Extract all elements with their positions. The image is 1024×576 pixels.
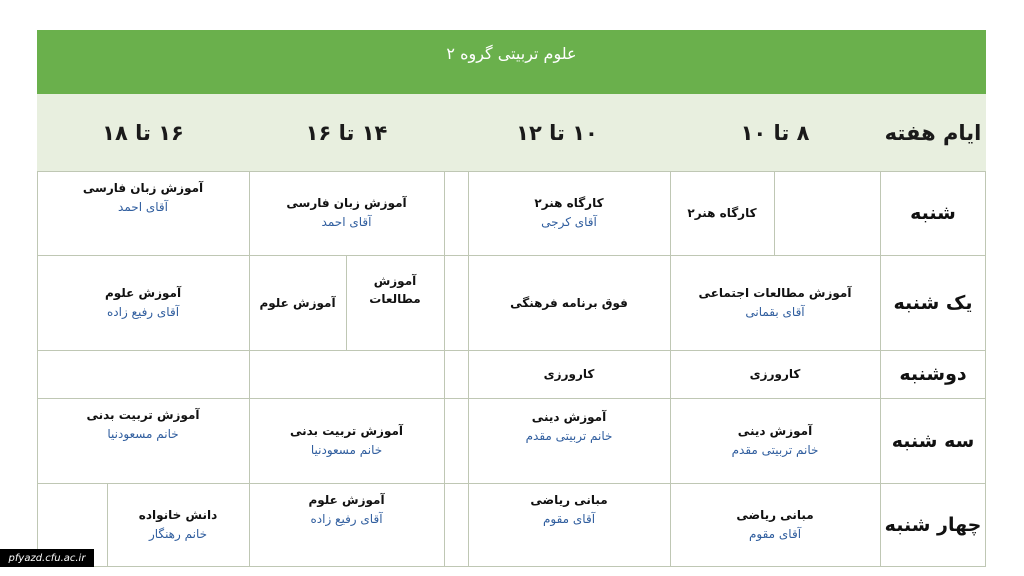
subject-label: مبانی ریاضی xyxy=(736,507,814,522)
subject-label: کارگاه هنر۲ xyxy=(534,196,604,210)
class-cell xyxy=(249,398,444,483)
class-cell xyxy=(670,350,880,398)
teacher-label: آقای رفیع زاده xyxy=(310,512,383,526)
subject-label: آموزش علوم xyxy=(259,295,336,310)
teacher-label: خانم مسعودنیا xyxy=(107,427,179,441)
day-tuesday: سه شنبه xyxy=(891,429,975,452)
teacher-label: آقای احمد xyxy=(321,215,372,229)
header-slot-1: ۸ تا ۱۰ xyxy=(740,120,810,145)
class-cell xyxy=(37,255,249,350)
class-cell xyxy=(37,171,249,263)
class-cell xyxy=(107,483,249,566)
class-cell xyxy=(468,171,670,255)
grid-line xyxy=(444,171,445,566)
subject-label: آموزش تربیت بدنی xyxy=(289,423,404,438)
subject-label: آموزش تربیت بدنی xyxy=(86,408,200,422)
class-cell xyxy=(37,398,249,491)
subject-label: آموزش دینی xyxy=(531,410,607,424)
teacher-label: آقای احمد xyxy=(118,200,168,214)
class-cell xyxy=(249,483,444,574)
subject-label: آموزش زبان فارسی xyxy=(82,181,204,195)
header-slot-3: ۱۴ تا ۱۶ xyxy=(305,120,388,145)
class-cell xyxy=(249,171,444,255)
teacher-label: خانم مسعودنیا xyxy=(310,442,383,457)
subject-label: آموزش علوم xyxy=(104,285,182,300)
teacher-label: آقای مقوم xyxy=(542,512,596,526)
class-cell xyxy=(249,255,346,350)
teacher-label: خانم رهنگار xyxy=(148,526,208,541)
day-monday: دوشنبه xyxy=(899,363,967,385)
class-cell xyxy=(670,255,880,350)
subject-label: کارگاه هنر۲ xyxy=(687,206,757,220)
teacher-label: آقای کرجی xyxy=(541,215,597,229)
header-slot-2: ۱۰ تا ۱۲ xyxy=(516,120,598,145)
subject-label: آموزش مطالعات xyxy=(369,274,421,306)
day-saturday: شنبه xyxy=(910,202,956,224)
class-cell xyxy=(670,398,880,483)
subject-label: آموزش مطالعات اجتماعی xyxy=(698,285,852,300)
schedule-title xyxy=(37,30,986,94)
header-slot-4: ۱۶ تا ۱۸ xyxy=(102,120,184,145)
teacher-label: خانم تربیتی مقدم xyxy=(731,442,819,457)
teacher-label: آقای بقمانی xyxy=(745,304,805,319)
teacher-label: آقای رفیع زاده xyxy=(106,304,180,319)
schedule-title-text: علوم تربیتی گروه ۲ xyxy=(446,44,577,63)
teacher-label: آقای مقوم xyxy=(748,526,802,541)
class-cell xyxy=(468,483,670,574)
class-cell xyxy=(468,350,670,398)
class-cell xyxy=(670,171,774,255)
class-cell xyxy=(670,483,880,566)
header-days-label: ایام هفته xyxy=(884,120,982,145)
subject-label: آموزش دینی xyxy=(737,423,813,438)
class-cell xyxy=(468,255,670,350)
day-sunday: یک شنبه xyxy=(893,291,973,314)
subject-label: مبانی ریاضی xyxy=(530,493,608,507)
day-wednesday: چهار شنبه xyxy=(884,513,982,536)
class-cell xyxy=(346,255,444,325)
subject-label: آموزش زبان فارسی xyxy=(286,196,407,210)
subject-label: آموزش علوم xyxy=(308,493,385,507)
subject-label: دانش خانواده xyxy=(138,507,218,522)
subject-label: کارورزی xyxy=(749,367,801,381)
site-watermark: pfyazd.cfu.ac.ir xyxy=(0,549,94,567)
class-cell xyxy=(468,398,670,493)
teacher-label: خانم تربیتی مقدم xyxy=(525,429,613,443)
subject-label: کارورزی xyxy=(543,367,595,381)
grid-line xyxy=(774,171,775,255)
subject-label: فوق برنامه فرهنگی xyxy=(510,295,628,310)
